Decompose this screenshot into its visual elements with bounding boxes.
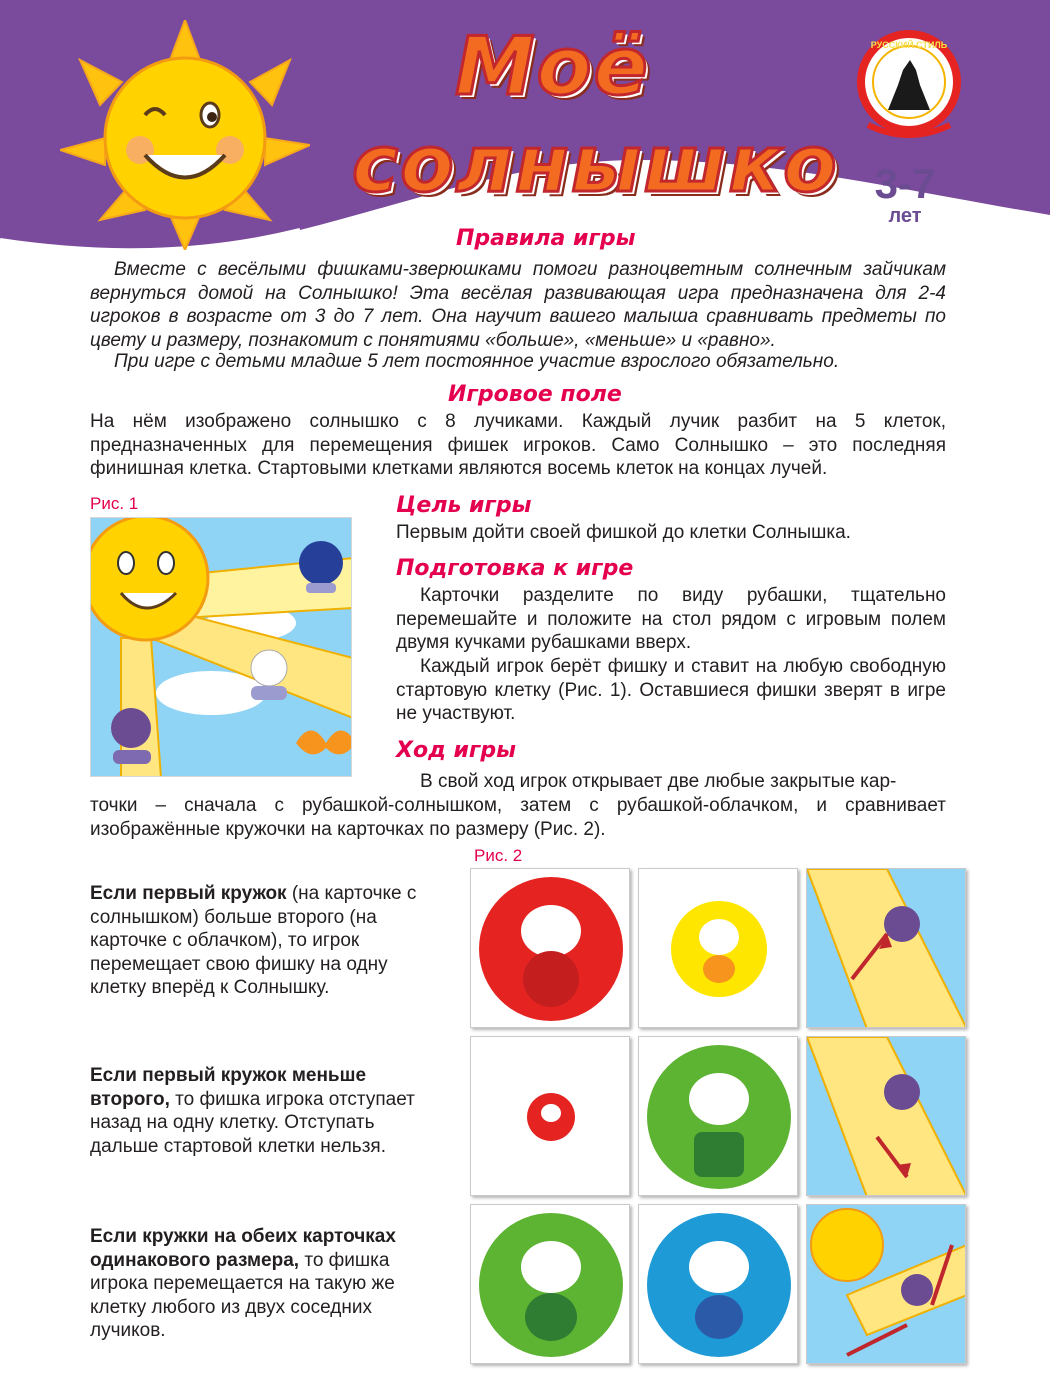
compare-rule-greater xyxy=(90,882,427,1000)
rules-intro: Вместе с весёлыми фишками-зверюшками помоги разноцветным солнечным зайчикам вернуться домой на Солнышко! Эта весёлая развивающая игра предназначена для 2-4 игроков в возрасте от 3 до 7 лет. Она научит вашего малыша сравнивать предметы по цвету и размеру, познакомит с понятиями «больше», «меньше» и «равно». xyxy=(90,259,946,351)
move-text-first-line: В свой ход игрок открывает две любые закрытые кар- xyxy=(420,771,897,792)
compare-rule-less xyxy=(90,1064,427,1158)
rule-equal-bold: Если кружки на обеих карточках одинакового размера, xyxy=(90,1226,396,1271)
card-cloud-back-equal xyxy=(638,1204,798,1364)
figure1-caption: Рис. 1 xyxy=(90,494,139,513)
rule-greater-text: (на карточке с солнышком) больше второго (на карточке с облачком), то игрок перемещает свою фишку на одну клетку вперёд к Солнышку. xyxy=(90,883,417,998)
figure2-caption: Рис. 2 xyxy=(474,846,523,865)
goal-heading: Цель игры xyxy=(396,493,532,518)
card-cloud-back-large xyxy=(638,1036,798,1196)
board-text: На нём изображено солнышко с 8 лучиками. Каждый лучик разбит на 5 клеток, предназначенных для перемещения фишек игроков. Само Солнышко – это последняя финишная клетка. Стартовыми клетками являются восемь клеток на концах лучей. xyxy=(90,411,946,479)
rule-equal-text: то фишка игрока перемещается на такую же клетку любого из двух соседних лучиков. xyxy=(90,1249,395,1341)
rule-less-bold: Если первый кружок меньше второго, xyxy=(90,1065,367,1110)
prep-text-2: Каждый игрок берёт фишку и ставит на любую свободную стартовую клетку (Рис. 1). Оставшиеся фишки зверят в игре не участвуют. xyxy=(396,656,946,724)
russian-style-logo xyxy=(848,30,970,142)
board-heading: Игровое поле xyxy=(448,382,622,407)
card-sun-back-equal xyxy=(470,1204,630,1364)
title-line-1: Моё xyxy=(455,20,650,113)
age-range: 3-7 xyxy=(874,160,936,207)
title-line-2: солнышко xyxy=(352,120,839,210)
card-sun-back-small xyxy=(470,1036,630,1196)
goal-text: Первым дойти своей фишкой до клетки Солнышка. xyxy=(396,522,851,543)
prep-heading: Подготовка к игре xyxy=(396,556,634,581)
rules-intro-note: При игре с детьми младше 5 лет постоянное участие взрослого обязательно. xyxy=(114,351,840,372)
prep-text-1: Карточки разделите по виду рубашки, тщательно перемешайте и положите на стол рядом с игровым полем двумя кучками рубашками вверх. xyxy=(396,585,946,653)
logo-text: РУССКИЙ СТИЛЬ xyxy=(870,40,948,50)
card-move-back xyxy=(806,1036,966,1196)
compare-rule-equal xyxy=(90,1225,427,1343)
move-text: точки – сначала с рубашкой-солнышком, затем с рубашкой-облачком, и сравнивает изображённые кружочки на карточках по размеру (Рис. 2). xyxy=(90,795,946,840)
card-move-forward xyxy=(806,868,966,1028)
rules-heading: Правила игры xyxy=(456,226,636,251)
figure1-board-image xyxy=(90,517,352,777)
card-sun-back xyxy=(470,868,630,1028)
rule-greater-bold: Если первый кружок xyxy=(90,883,287,904)
rule-less-text: то фишка игрока отступает назад на одну клетку. Отступать дальше стартовой клетки нельзя. xyxy=(90,1088,415,1157)
move-heading: Ход игры xyxy=(396,738,517,763)
card-move-sideways xyxy=(806,1204,966,1364)
age-unit: лет xyxy=(888,205,922,227)
card-cloud-back xyxy=(638,868,798,1028)
sun-mascot-icon xyxy=(60,20,310,250)
